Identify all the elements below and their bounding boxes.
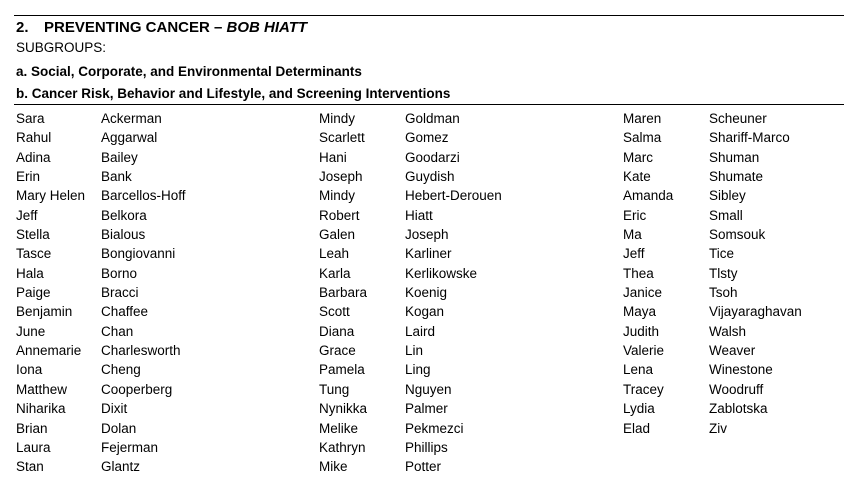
first-name: Scarlett [319,130,365,146]
name-row [319,302,502,321]
last-name: Shariff-Marco [709,130,790,146]
last-name: Fejerman [101,439,159,455]
first-name: Sara [16,111,45,126]
first-name: Eric [623,207,647,223]
first-name: Rahul [16,130,52,146]
first-name: Hala [16,265,44,281]
name-row [16,167,186,186]
name-row [319,264,502,283]
last-name: Lin [405,343,424,359]
first-name: Ma [623,227,642,243]
name-row [623,341,802,360]
last-name: Bailey [101,149,138,165]
first-name: Stan [16,459,44,475]
first-name: Jeff [16,207,38,223]
name-row [16,380,186,399]
name-row [623,148,802,167]
first-name: Mike [319,459,348,475]
first-name: Robert [319,207,360,223]
last-name: Shuman [709,149,760,165]
first-name: Adina [16,149,51,165]
name-row [319,283,502,302]
name-row [623,109,802,128]
name-row [16,341,186,360]
name-row [319,457,502,476]
first-name: Mindy [319,111,356,126]
first-name: Jeff [623,246,645,262]
first-name: Kate [623,169,651,185]
last-name: Laird [405,323,436,339]
name-row [16,438,186,457]
name-row [319,206,502,225]
name-row [623,128,802,147]
first-name: Karla [319,265,351,281]
name-row [319,244,502,263]
last-name: Charlesworth [101,343,181,359]
first-name: Marc [623,149,653,165]
last-name: Bank [101,169,132,185]
first-name: Hani [319,149,347,165]
name-row [623,360,802,379]
first-name: Laura [16,439,51,455]
name-row [319,360,502,379]
last-name: Small [709,207,743,223]
last-name: Potter [405,459,442,475]
name-row [623,419,802,438]
first-name: Erin [16,169,41,185]
top-rule [14,15,844,16]
name-row [319,109,502,128]
name-row [319,186,502,205]
name-row [623,302,802,321]
last-name: Woodruff [709,381,764,397]
section-number: 2. [16,19,29,36]
name-row [319,322,502,341]
name-row [319,148,502,167]
name-row [319,380,502,399]
first-name: Thea [623,265,654,281]
name-row [16,322,186,341]
first-name: Tasce [16,246,52,262]
name-row [319,167,502,186]
first-name: Matthew [16,381,68,397]
first-name: Elad [623,420,651,436]
first-name: Salma [623,130,662,146]
name-row [623,380,802,399]
last-name: Guydish [405,169,455,185]
name-row [16,264,186,283]
first-name: Scott [319,304,350,320]
name-row [16,186,186,205]
last-name: Somsouk [709,227,766,243]
first-name: Janice [623,285,663,301]
last-name: Bialous [101,227,146,243]
first-name: Tracey [623,381,664,397]
name-row [16,457,186,476]
name-row [16,148,186,167]
last-name: Zablotska [709,401,768,417]
first-name: Leah [319,246,350,262]
first-name: Grace [319,343,356,359]
name-row [16,244,186,263]
first-name: Annemarie [16,343,82,359]
first-name: Barbara [319,285,368,301]
names-column-1 [16,109,186,477]
name-row [319,341,502,360]
first-name: Brian [16,420,48,436]
first-name: Iona [16,362,43,378]
first-name: Pamela [319,362,365,378]
last-name: Kogan [405,304,445,320]
last-name: Goldman [405,111,460,126]
first-name: Niharika [16,401,66,417]
name-row [319,438,502,457]
name-row [319,128,502,147]
name-row [16,283,186,302]
first-name: Stella [16,227,50,243]
last-name: Ackerman [101,111,162,126]
last-name: Chan [101,323,134,339]
name-row [623,206,802,225]
names-column-3 [623,109,802,438]
section-lead: BOB HIATT [226,19,308,36]
last-name: Dolan [101,420,137,436]
name-row [319,399,502,418]
first-name: June [16,323,46,339]
first-name: Diana [319,323,355,339]
last-name: Winestone [709,362,773,378]
last-name: Ling [405,362,431,378]
first-name: Valerie [623,343,665,359]
last-name: Tsoh [709,285,738,301]
subgroup-a: a. Social, Corporate, and Environmental Determinants [16,64,362,79]
name-row [623,399,802,418]
name-row [16,360,186,379]
last-name: Ziv [709,420,727,436]
name-row [623,283,802,302]
last-name: Karliner [405,246,452,262]
name-row [16,302,186,321]
first-name: Maya [623,304,657,320]
last-name: Koenig [405,285,448,301]
last-name: Belkora [101,207,147,223]
last-name: Joseph [405,227,449,243]
last-name: Dixit [101,401,128,417]
last-name: Bongiovanni [101,246,176,262]
name-row [16,225,186,244]
last-name: Hebert-Derouen [405,188,502,204]
last-name: Sibley [709,188,746,204]
last-name: Hiatt [405,207,433,223]
last-name: Tice [709,246,735,262]
first-name: Maren [623,111,662,126]
name-row [623,167,802,186]
name-row [16,399,186,418]
last-name: Vijayaraghavan [709,304,802,320]
last-name: Shumate [709,169,764,185]
name-row [623,186,802,205]
last-name: Chaffee [101,304,149,320]
last-name: Phillips [405,439,448,455]
subgroups-label: SUBGROUPS: [16,40,107,55]
subgroup-rule [14,104,844,105]
last-name: Walsh [709,323,747,339]
name-row [623,322,802,341]
last-name: Cheng [101,362,141,378]
name-row [623,244,802,263]
first-name: Benjamin [16,304,73,320]
last-name: Pekmezci [405,420,464,436]
last-name: Tlsty [709,265,738,281]
name-row [319,419,502,438]
last-name: Bracci [101,285,139,301]
first-name: Lydia [623,401,655,417]
subgroup-b: b. Cancer Risk, Behavior and Lifestyle, and Screening Interventions [16,86,451,101]
name-row [319,225,502,244]
name-row [623,264,802,283]
last-name: Gomez [405,130,449,146]
first-name: Lena [623,362,654,378]
first-name: Paige [16,285,51,301]
section-heading [16,17,307,39]
first-name: Amanda [623,188,674,204]
last-name: Cooperberg [101,381,173,397]
last-name: Glantz [101,459,141,475]
first-name: Joseph [319,169,363,185]
first-name: Mary Helen [16,188,86,204]
name-row [16,206,186,225]
section-title: PREVENTING CANCER – [44,19,227,36]
name-row [16,419,186,438]
first-name: Kathryn [319,439,366,455]
last-name: Borno [101,265,138,281]
last-name: Kerlikowske [405,265,478,281]
name-row [16,109,186,128]
last-name: Palmer [405,401,448,417]
last-name: Scheuner [709,111,767,126]
last-name: Nguyen [405,381,452,397]
first-name: Tung [319,381,350,397]
last-name: Aggarwal [101,130,158,146]
name-row [623,225,802,244]
first-name: Galen [319,227,356,243]
first-name: Judith [623,323,660,339]
name-row [16,128,186,147]
last-name: Weaver [709,343,756,359]
last-name: Goodarzi [405,149,460,165]
first-name: Melike [319,420,359,436]
first-name: Mindy [319,188,356,204]
last-name: Barcellos-Hoff [101,188,186,204]
names-column-2 [319,109,502,477]
first-name: Nynikka [319,401,368,417]
